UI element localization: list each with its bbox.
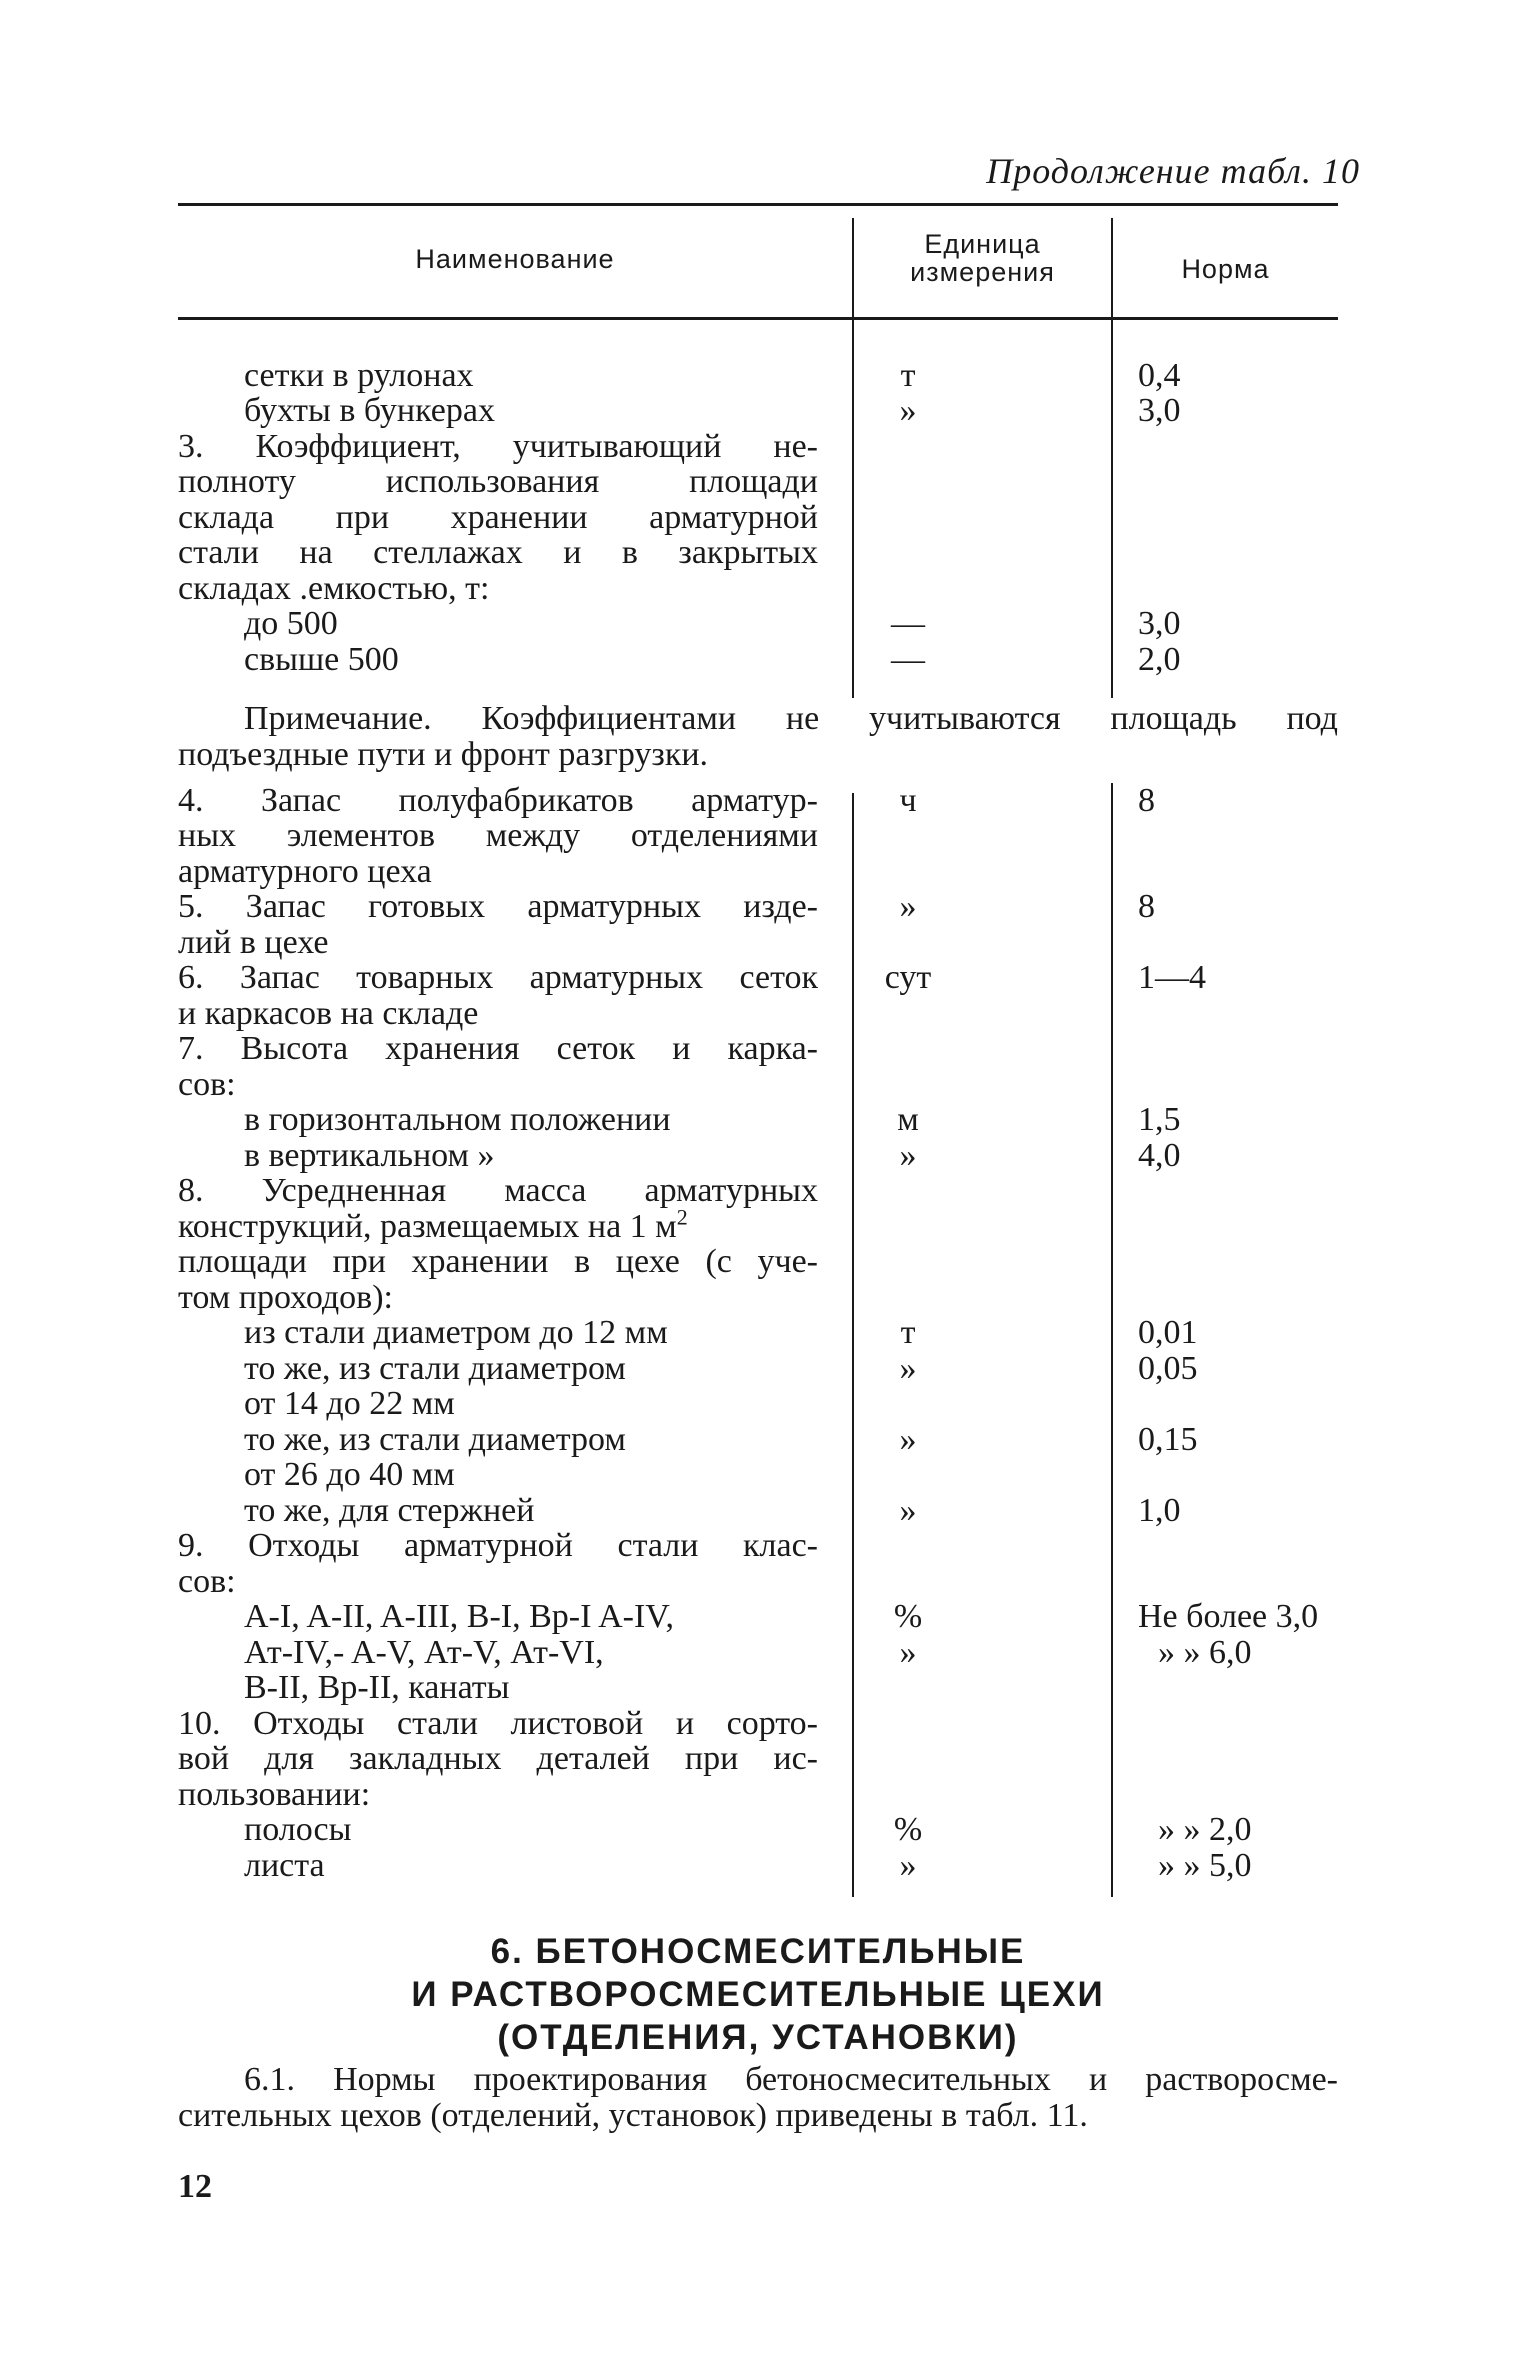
table-top-rule	[178, 203, 1338, 206]
header-unit	[854, 230, 1111, 286]
table-header-rule	[178, 317, 1338, 320]
table-continuation-caption: Продолжение табл. 10	[986, 151, 1360, 191]
header-unit-line2: измерения	[910, 257, 1055, 287]
table-note: Примечание. Коэффициентами не учитываются площадь под	[244, 700, 1338, 737]
superscript-2: 2	[676, 1204, 688, 1230]
paragraph-6-1-line2: сительных цехов (отделений, установок) приведены в табл. 11.	[178, 2097, 1088, 2134]
section-heading-line2: И РАСТВОРОСМЕСИТЕЛЬНЫЕ ЦЕХИ	[411, 1975, 1105, 2014]
section-heading-line3: (ОТДЕЛЕНИЯ, УСТАНОВКИ)	[497, 2018, 1019, 2057]
column-divider-2-upper	[1111, 320, 1113, 698]
header-name: Наименование	[415, 244, 615, 274]
column-divider-2-lower	[1111, 783, 1113, 1897]
paragraph-6-1-line1: 6.1. Нормы проектирования бетоносмесительных и растворосме-	[244, 2061, 1338, 2098]
column-divider-1-lower	[852, 793, 854, 1897]
page-number: 12	[178, 2168, 212, 2205]
column-divider-1-upper	[852, 320, 854, 698]
table-note-continuation: подъездные пути и фронт разгрузки.	[178, 736, 709, 773]
norms-table: Наименование Единица измерения Норма сетки в рулонах т 0,4 бухты в бункерах » 3,0 3. Коэффициент, учитывающий не- полноту использования площади склада при хранении арматурной стали на стеллажах и в закрытых складах .емкостью, т: до 500 — 3,0 свыше 500 — 2,0 Примечание. Коэффициентами не учитываются площадь под подъездные пути и фронт разгрузки. 4. Запас полуфабрикатов арматур- ч 8 ных элементов между отделениями арматурного цеха 5. Запас готовых арматурных изде- » 8 лий в цехе 6. Запас товарных арматурных сеток сут 1—4 и каркасов на складе 7. Высота хранения сеток и карка- сов: в горизонтальном положении м 1,5 в вертикальном » » 4,0 8. Усредненная масса арматурных конструкций, размещаемых на 1 $м^2$ площади при хранении в цехе (с уче- том проходов): из стали диаметром до 12 мм т 0,01 то же, из стали диаметром » 0,05 от 14 до 22 мм то же, из стали диаметром » 0,15 от 26 до 40 мм то же, для стержней » 1,0 9. Отходы арматурной стали клас- сов: A-I, A-II, A-III, B-I, Bp-I A-IV, % Не более 3,0 Ат-IV,- A-V, Ат-V, Ат-VI, » » » 6,0 B-II, Bp-II, канаты 10. Отходы стали листовой и сорто- вой для закладных деталей при ис- пользовании: полосы % » » 2,0 листа » » » 5,0	[178, 203, 1338, 1903]
header-unit-line1: Единица	[924, 229, 1041, 259]
header-norm: Норма	[1181, 254, 1270, 284]
section-heading-line1: 6. БЕТОНОСМЕСИТЕЛЬНЫЕ	[490, 1932, 1026, 1971]
